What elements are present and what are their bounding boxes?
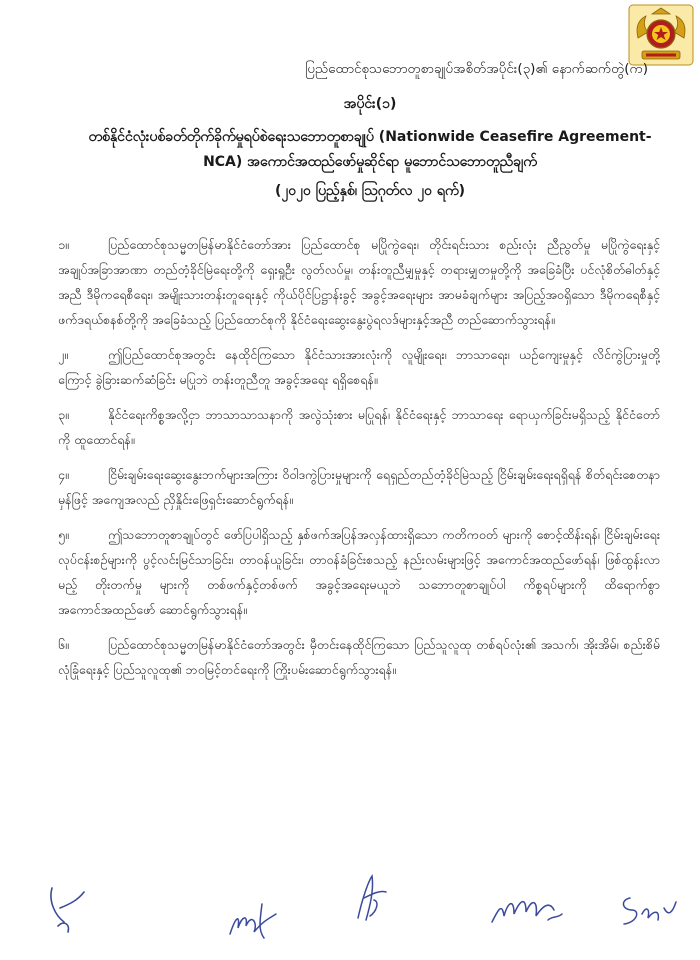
paragraph-text: ဤပြည်ထောင်စုအတွင်း နေထိုင်ကြသော နိုင်ငံသားအားလုံးကို လူမျိုးရေး၊ ဘာသာရေး၊ ယဉ်ကျေးမှုနှင့် လိင်ကွဲပြားမှုတို့ကြောင့် ခွဲခြားဆက်ဆံခြင်း မပြုဘဲ တန်းတူညီတူ အခွင့်အရေး ရရှိစေရန်။	[58, 347, 660, 387]
signature-2	[224, 894, 284, 944]
paragraph-number: ၅။	[58, 527, 69, 542]
signature-5	[614, 888, 684, 934]
signature-4	[488, 886, 568, 936]
signature-3	[350, 870, 400, 930]
paragraph-number: ၂။	[58, 347, 68, 362]
paragraph-number: ၃။	[58, 407, 69, 422]
paragraph-text: ဤသဘောတူစာချုပ်တွင် ဖော်ပြပါရှိသည့် နှစ်ဖက်အပြန်အလှန်ထားရှိသော ကတိကဝတ် များကို စောင့်ထိန်းရန်၊ ငြိမ်းချမ်းရေးလုပ်ငန်းစဉ်များကို ပွင့်လင်းမြင်သာခြင်း၊ တာဝန်ယူခြင်း၊ တာဝန်ခံခြင်းစသည့် နည်းလမ်းများဖြင့် အကောင်အထည်ဖော်ရန်၊ ဖြစ်ထွန်းလာမည့် တိုးတက်မှု များကို တစ်ဖက်နှင့်တစ်ဖက် အခွင့်အရေးမယူဘဲ သဘောတူစာချုပ်ပါ ကိစ္စရပ်များကို ထိရောက်စွာ အကောင်အထည်ဖော် ဆောင်ရွက်သွားရန်။	[58, 527, 660, 617]
document-reference: ပြည်ထောင်စုသဘောတူစာချုပ်အစိတ်အပိုင်း(၃)၏ နောက်ဆက်တွဲ(က)	[305, 61, 648, 77]
paragraph-number: ၁။	[58, 237, 69, 252]
paragraph	[58, 342, 660, 392]
paragraph	[58, 462, 660, 512]
document-body	[58, 232, 660, 692]
signature-row	[0, 870, 700, 950]
document-header	[60, 60, 680, 202]
document-title: တစ်နိုင်ငံလုံးပစ်ခတ်တိုက်ခိုက်မှုရပ်စဲရေးသဘောတူစာချုပ် (Nationwide Ceasefire Agreement-NCA) အကောင်အထည်ဖော်မှုဆိုင်ရာ မူဘောင်သဘောတူညီချက်	[88, 129, 652, 170]
section-heading: အပိုင်း(၁)	[343, 96, 397, 112]
paragraph-text: ပြည်ထောင်စုသမ္မတမြန်မာနိုင်ငံတော်အတွင်း မှီတင်းနေထိုင်ကြသော ပြည်သူလူထု တစ်ရပ်လုံး၏ အသက်၊ အိုးအိမ်၊ စည်းစိမ်လုံခြုံရေးနှင့် ပြည်သူလူထု၏ ဘဝမြင့်တင်ရေးကို ကြိုးပမ်းဆောင်ရွက်သွားရန်။	[58, 637, 660, 677]
paragraph-text: ပြည်ထောင်စုသမ္မတမြန်မာနိုင်ငံတော်အား ပြည်ထောင်စု မပြိုကွဲရေး၊ တိုင်းရင်းသား စည်းလုံး ညီညွတ်မှု မပြိုကွဲရေးနှင့် အချုပ်အခြာအာဏာ တည်တံ့ခိုင်မြဲရေးတို့ကို ရှေးရှုဦး လွတ်လပ်မှု၊ တန်းတူညီမျှမှုနှင့် တရားမျှတမှုတို့ကို အခြေခံပြီး ပင်လုံစိတ်ဓါတ်နှင့်အညီ ဒီမိုကရေစီရေး၊ အမျိုးသားတန်းတူရေးနှင့် ကိုယ်ပိုင်ပြဋ္ဌာန်းခွင့် အခွင့်အရေးများ အာမခံချက်များ အပြည့်အဝရှိသော ဒီမိုကရေစီနှင့် ဖက်ဒရယ်စနစ်တို့ကို အခြေခံသည့် ပြည်ထောင်စုကို နိုင်ငံရေးဆွေးနွေးပွဲရလဒ်များနှင့်အညီ တည်ဆောက်သွားရန်။	[58, 237, 660, 327]
paragraph	[58, 232, 660, 332]
paragraph-number: ၄။	[58, 467, 69, 482]
paragraph	[58, 522, 660, 622]
document-date: (၂၀၂၀ ပြည့်နှစ်၊ ဩဂုတ်လ ၂၀ ရက်)	[274, 183, 466, 199]
state-seal-icon	[628, 4, 694, 66]
paragraph-number: ၆။	[58, 637, 69, 652]
signature-1	[38, 878, 98, 938]
paragraph-text: ငြိမ်းချမ်းရေးဆွေးနွေးဘက်များအကြား ဝိဝါဒကွဲပြားမှုများကို ရေရှည်တည်တံ့ခိုင်မြဲသည့် ငြိမ်းချမ်းရေးရရှိရန် စိတ်ရင်းစေတနာမှန်ဖြင့် အကျေအလည် ညှိနှိုင်းဖြေရှင်းဆောင်ရွက်ရန်။	[58, 467, 660, 507]
paragraph-text: နိုင်ငံရေးကိစ္စအလို့ငှာ ဘာသာသာသနာကို အလွဲသုံးစား မပြုရန်၊ နိုင်ငံရေးနှင့် ဘာသာရေး ရောယှက်ခြင်းမရှိသည့် နိုင်ငံတော်ကို ထူထောင်ရန်။	[58, 407, 660, 447]
paragraph	[58, 632, 660, 682]
paragraph	[58, 402, 660, 452]
